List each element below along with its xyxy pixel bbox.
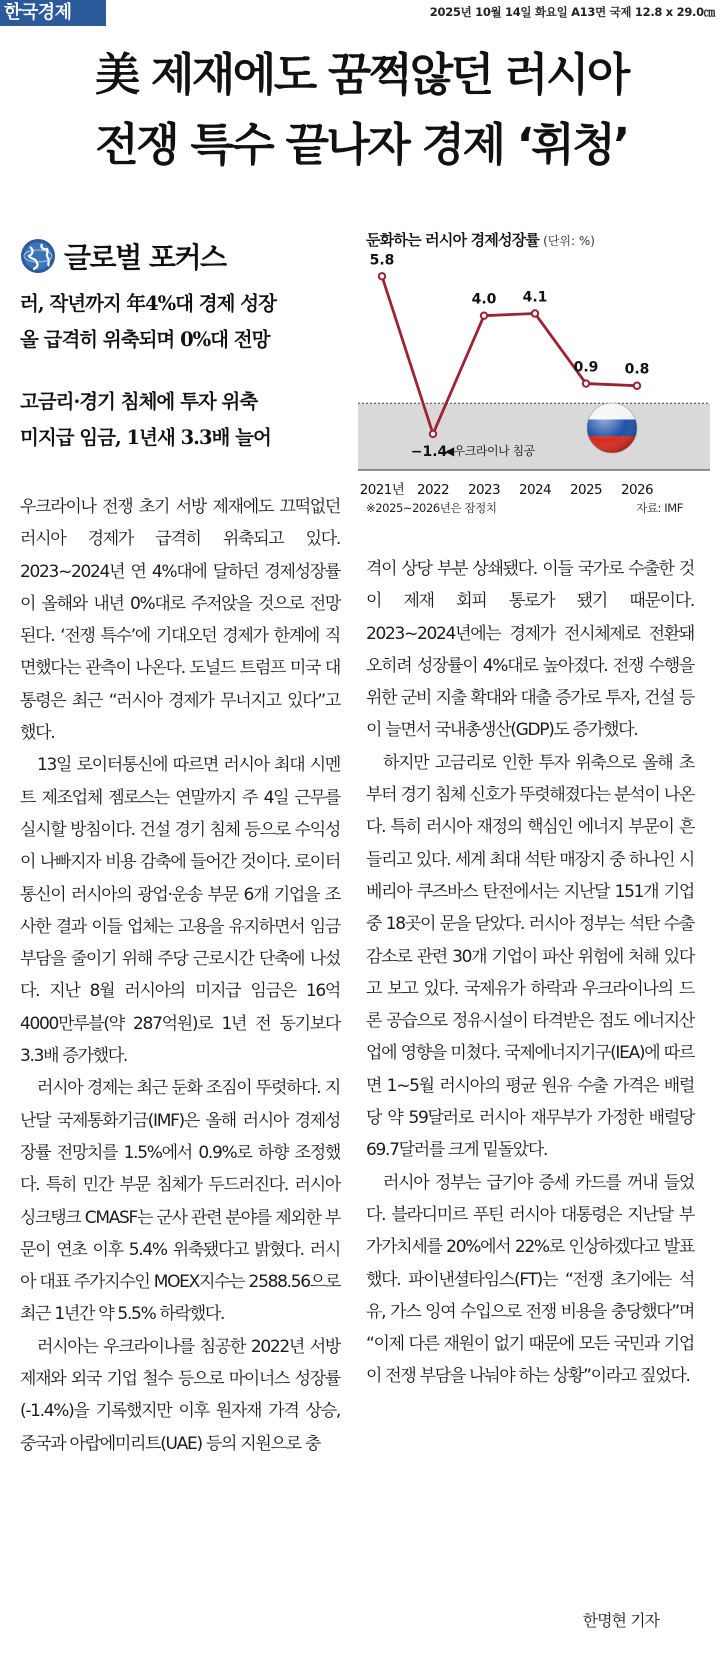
chart-note: ※2025~2026년은 잠정치 (366, 501, 497, 515)
data-point (430, 431, 436, 437)
paragraph: 13일 로이터통신에 따르면 러시아 최대 시멘트 제조업체 젬로스는 연말까지 주 4일 근무를 실시할 방침이다. 건설 경기 침체 등으로 수익성이 나빠지자 비용 감축에 들어간 것이다. 로이터통신이 러시아의 광업·운송 부문 6개 기업을 조사한 결과 이들 업체는 고용을 유지하면서 임금 부담을 줄이기 위해 주당 근로시간 단축에 나섰다. 지난 8월 러시아의 미지급 임금은 16억4000만루블(약 287억원)로 1년 전 동기보다 3.3배 증가했다. (20, 755, 340, 1067)
data-point (532, 310, 538, 316)
byline: 한명현 기자 (582, 1611, 659, 1630)
masthead (0, 0, 723, 26)
x-tick-label: 2026 (621, 482, 653, 498)
data-label: 5.8 (369, 252, 395, 269)
chart-source: 자료: IMF (636, 501, 683, 515)
paragraph: 하지만 고금리로 인한 투자 위축으로 올해 초부터 경기 침체 신호가 뚜렷해졌다는 분석이 나온다. 특히 러시아 재정의 핵심인 에너지 부문이 흔들리고 있다. 세계 최대 석탄 매장지 중 하나인 시베리아 쿠즈바스 탄전에서는 지난달 151개 기업 중 18곳이 문을 닫았다. 러시아 정부는 석탄 수출 감소로 관련 30개 기업이 파산 위험에 처해 있다고 보고 있다. 국제유가 하락과 우크라이나의 드론 공습으로 정유시설이 타격받은 점도 에너지산업에 영향을 미쳤다. 국제에너지기구(IEA)에 따르면 1~5월 러시아의 평균 원유 수출 가격은 배럴당 약 59달러로 러시아 재무부가 가정한 배럴당 69.7달러를 크게 밑돌았다. (366, 752, 694, 1161)
data-label: −1.4 (410, 443, 448, 460)
growth-line-chart (358, 250, 710, 498)
data-point (583, 380, 589, 386)
paragraph: 격이 상당 부분 상쇄됐다. 이들 국가로 수출한 것이 제재 회피 통로가 됐기 때문이다. 2023~2024년에는 경제가 전시체제로 전환돼 오히려 성장률이 4%대로 높아졌다. 전쟁 수행을 위한 군비 지출 확대와 대출 증가로 투자, 건설 등이 늘면서 국내총생산(GDP)도 증가했다. (366, 559, 694, 741)
data-point (481, 312, 487, 318)
headline-line-2: 전쟁 특수 끝나자 경제 ‘휘청’ (95, 118, 628, 171)
article-column-right (366, 553, 694, 1393)
chart-title: 둔화하는 러시아 경제성장률 (366, 231, 540, 249)
section-label: 글로벌 포커스 (64, 241, 226, 274)
newspaper-logo: 한국경제 (0, 0, 106, 26)
data-label: 4.0 (471, 291, 497, 308)
data-point (379, 273, 385, 279)
russia-flag-icon (587, 403, 637, 453)
chart-unit: (단위: %) (543, 234, 595, 248)
section-tag (20, 234, 226, 278)
article-column-left (20, 491, 340, 1460)
paragraph: 러시아는 우크라이나를 침공한 2022년 서방 제재와 외국 기업 철수 등으로 마이너스 성장률(-1.4%)을 기록했지만 이후 원자재 가격 상승, 중국과 아랍에미리트(UAE) 등의 지원으로 충 (20, 1336, 340, 1454)
x-tick-label: 2023 (468, 482, 500, 498)
subhead-1-line-2: 올 급격히 위축되며 0%대 전망 (20, 328, 270, 351)
subhead-2-line-2: 미지급 임금, 1년새 3.3배 늘어 (20, 426, 271, 449)
x-tick-label: 2022 (417, 482, 449, 498)
subhead-2 (20, 384, 340, 456)
data-label: 0.9 (573, 359, 599, 376)
chart-title-row (366, 229, 595, 250)
globe-icon (20, 238, 56, 274)
data-label: 0.8 (624, 361, 650, 378)
headline-line-1: 美 제재에도 꿈쩍않던 러시아 (95, 48, 628, 101)
data-label: 4.1 (522, 289, 548, 306)
negative-zone (358, 403, 710, 470)
x-tick-label: 2021년 (359, 482, 405, 498)
x-tick-label: 2025 (570, 482, 602, 498)
headline (0, 40, 723, 180)
data-point (634, 383, 640, 389)
subhead-2-line-1: 고금리·경기 침체에 투자 위축 (20, 390, 258, 413)
invasion-annotation: ◀우크라이나 침공 (445, 443, 535, 458)
paragraph: 우크라이나 전쟁 초기 서방 제재에도 끄떡없던 러시아 경제가 급격히 위축되고 있다. 2023~2024년 연 4%대에 달하던 경제성장률이 올해와 내년 0%대로 주저앉을 것으로 전망된다. ‘전쟁 특수’에 기대오던 경제가 한계에 직면했다는 관측이 나온다. 도널드 트럼프 미국 대통령은 최근 “러시아 경제가 무너지고 있다”고 했다. (20, 497, 340, 744)
dateline: 2025년 10월 14일 화요일 A13면 국제 12.8 x 29.0㎝ (429, 5, 715, 19)
x-tick-label: 2024 (519, 482, 551, 498)
paragraph: 러시아 정부는 급기야 증세 카드를 꺼내 들었다. 블라디미르 푸틴 러시아 대통령은 지난달 부가가치세를 20%에서 22%로 인상하겠다고 발표했다. 파이낸셜타임스(FT)는 “전쟁 초기에는 석유, 가스 잉여 수입으로 전쟁 비용을 충당했다”며 “이제 다른 재원이 없기 때문에 모든 국민과 기업이 전쟁 부담을 나눠야 하는 상황”이라고 짚었다. (366, 1172, 694, 1387)
paragraph: 러시아 경제는 최근 둔화 조짐이 뚜렷하다. 지난달 국제통화기금(IMF)은 올해 러시아 경제성장률 전망치를 1.5%에서 0.9%로 하향 조정했다. 특히 민간 부문 침체가 두드러진다. 러시아 싱크탱크 CMASF는 군사 관련 분야를 제외한 부문이 연초 이후 5.4% 위축됐다고 밝혔다. 러시아 대표 주가지수인 MOEX지수는 2588.56으로 최근 1년간 약 5.5% 하락했다. (20, 1078, 340, 1325)
subhead-1 (20, 286, 340, 358)
subhead-1-line-1: 러, 작년까지 年4%대 경제 성장 (20, 292, 276, 315)
